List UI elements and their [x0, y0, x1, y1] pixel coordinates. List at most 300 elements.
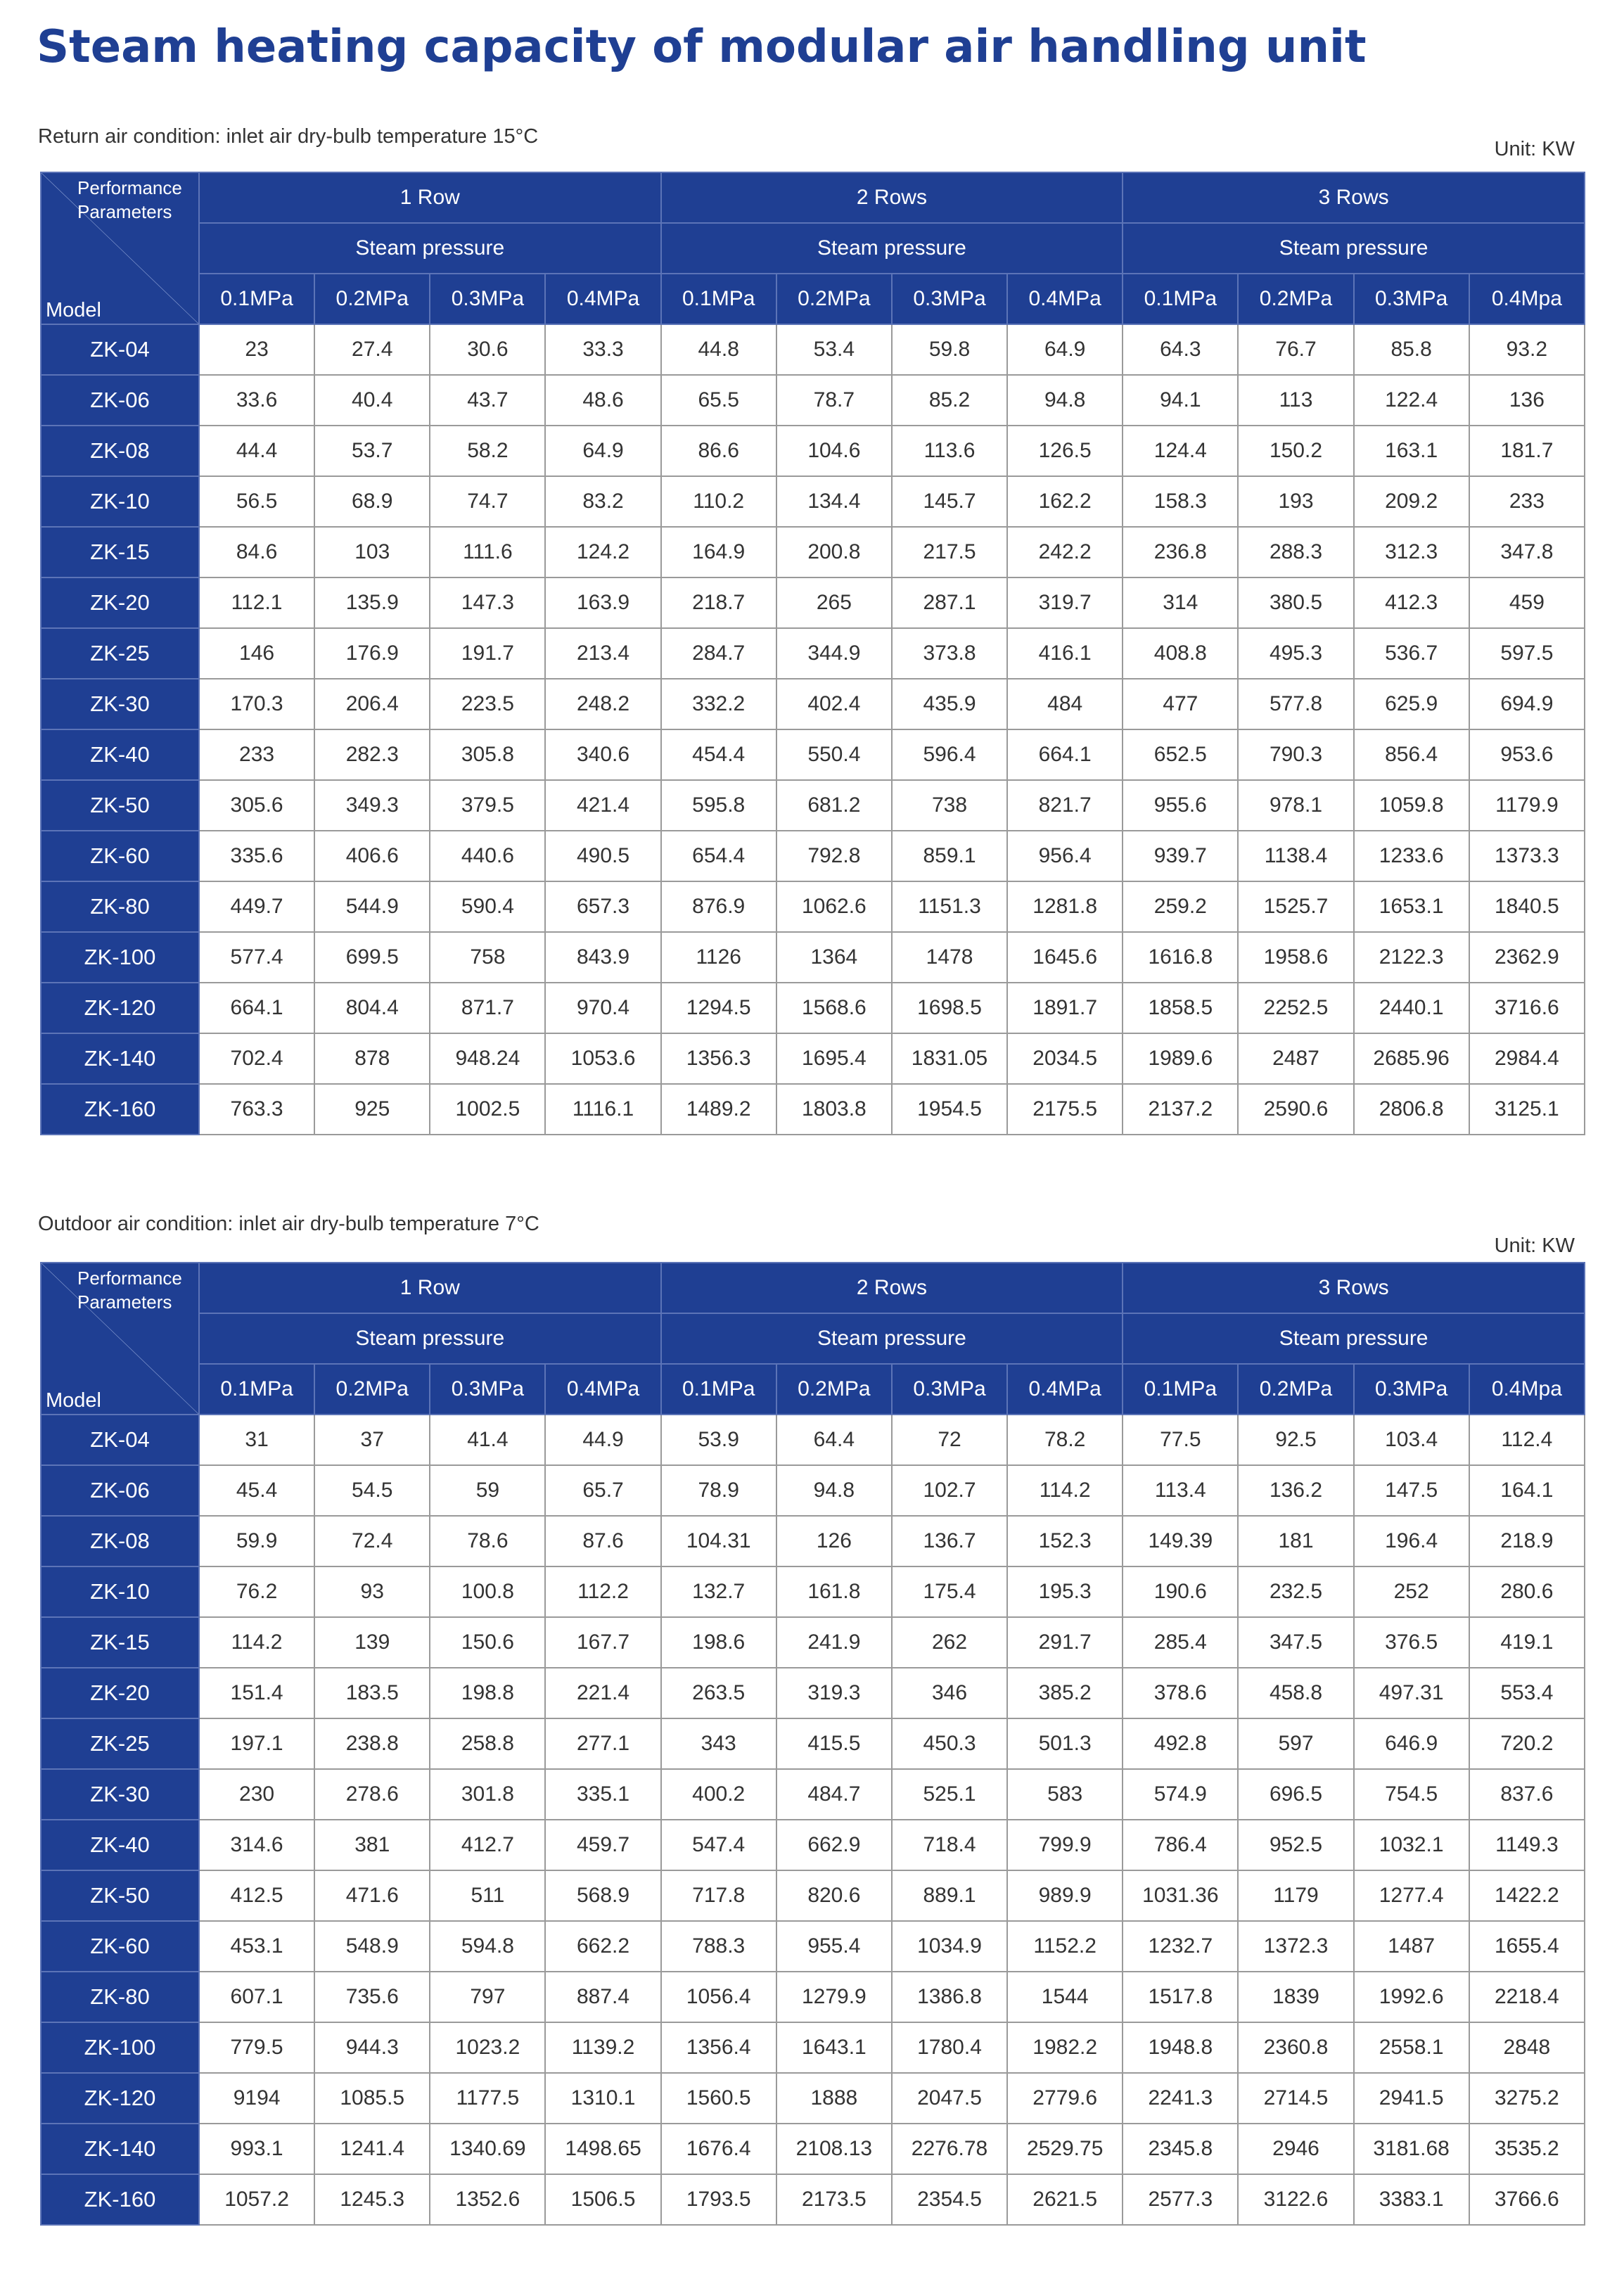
value-cell: 1422.2 [1469, 1870, 1585, 1921]
table-row [41, 729, 1585, 780]
value-cell: 662.9 [776, 1820, 892, 1870]
row-group-header: 3 Rows [1123, 1263, 1585, 1313]
value-cell: 164.1 [1469, 1465, 1585, 1516]
value-cell: 74.7 [430, 476, 545, 527]
value-cell: 3535.2 [1469, 2124, 1585, 2174]
value-cell: 1149.3 [1469, 1820, 1585, 1870]
value-cell: 1279.9 [776, 1972, 892, 2022]
value-cell: 786.4 [1123, 1820, 1238, 1870]
value-cell: 167.7 [545, 1617, 660, 1668]
value-cell: 280.6 [1469, 1566, 1585, 1617]
value-cell: 64.4 [776, 1415, 892, 1465]
value-cell: 132.7 [661, 1566, 776, 1617]
value-cell: 233 [199, 729, 314, 780]
value-cell: 72.4 [314, 1516, 430, 1566]
value-cell: 150.6 [430, 1617, 545, 1668]
value-cell: 625.9 [1354, 679, 1469, 729]
value-cell: 646.9 [1354, 1718, 1469, 1769]
value-cell: 1151.3 [892, 881, 1007, 932]
capacity-table-outdoor-air [40, 1262, 1585, 2226]
value-cell: 1948.8 [1123, 2022, 1238, 2073]
pressure-header: 0.1MPa [661, 1364, 776, 1415]
table-row [41, 1769, 1585, 1820]
value-cell: 126.5 [1007, 426, 1123, 476]
pressure-header: 0.2MPa [314, 274, 430, 324]
value-cell: 198.6 [661, 1617, 776, 1668]
value-cell: 956.4 [1007, 831, 1123, 881]
model-cell: ZK-50 [41, 1870, 199, 1921]
value-cell: 113 [1238, 375, 1353, 426]
value-cell: 312.3 [1354, 527, 1469, 577]
value-cell: 453.1 [199, 1921, 314, 1972]
value-cell: 78.7 [776, 375, 892, 426]
table-1-unit: Unit: KW [1494, 138, 1575, 160]
value-cell: 27.4 [314, 324, 430, 375]
value-cell: 837.6 [1469, 1769, 1585, 1820]
value-cell: 65.5 [661, 375, 776, 426]
value-cell: 332.2 [661, 679, 776, 729]
value-cell: 181 [1238, 1516, 1353, 1566]
steam-pressure-header: Steam pressure [661, 1313, 1123, 1364]
value-cell: 68.9 [314, 476, 430, 527]
table-row [41, 426, 1585, 476]
value-cell: 449.7 [199, 881, 314, 932]
value-cell: 1310.1 [545, 2073, 660, 2124]
value-cell: 2984.4 [1469, 1033, 1585, 1084]
value-cell: 1840.5 [1469, 881, 1585, 932]
value-cell: 2806.8 [1354, 1084, 1469, 1135]
pressure-header: 0.4MPa [545, 1364, 660, 1415]
model-cell: ZK-100 [41, 932, 199, 983]
value-cell: 196.4 [1354, 1516, 1469, 1566]
pressure-header: 0.2MPa [314, 1364, 430, 1415]
value-cell: 804.4 [314, 983, 430, 1033]
value-cell: 1373.3 [1469, 831, 1585, 881]
table-row [41, 2022, 1585, 2073]
value-cell: 278.6 [314, 1769, 430, 1820]
model-cell: ZK-15 [41, 527, 199, 577]
value-cell: 163.9 [545, 577, 660, 628]
value-cell: 3181.68 [1354, 2124, 1469, 2174]
value-cell: 126 [776, 1516, 892, 1566]
value-cell: 717.8 [661, 1870, 776, 1921]
value-cell: 797 [430, 1972, 545, 2022]
value-cell: 1057.2 [199, 2174, 314, 2225]
pressure-header: 0.3MPa [892, 274, 1007, 324]
table-row [41, 679, 1585, 729]
value-cell: 45.4 [199, 1465, 314, 1516]
value-cell: 1891.7 [1007, 983, 1123, 1033]
value-cell: 681.2 [776, 780, 892, 831]
pressure-header: 0.1MPa [661, 274, 776, 324]
value-cell: 699.5 [314, 932, 430, 983]
value-cell: 190.6 [1123, 1566, 1238, 1617]
value-cell: 262 [892, 1617, 1007, 1668]
table-row [41, 324, 1585, 375]
value-cell: 511 [430, 1870, 545, 1921]
model-cell: ZK-10 [41, 1566, 199, 1617]
value-cell: 1676.4 [661, 2124, 776, 2174]
table-row [41, 932, 1585, 983]
value-cell: 2590.6 [1238, 1084, 1353, 1135]
value-cell: 344.9 [776, 628, 892, 679]
value-cell: 136.7 [892, 1516, 1007, 1566]
value-cell: 41.4 [430, 1415, 545, 1465]
value-cell: 59 [430, 1465, 545, 1516]
value-cell: 136 [1469, 375, 1585, 426]
value-cell: 779.5 [199, 2022, 314, 2073]
value-cell: 492.8 [1123, 1718, 1238, 1769]
value-cell: 597 [1238, 1718, 1353, 1769]
model-cell: ZK-20 [41, 1668, 199, 1718]
table-1-condition: Return air condition: inlet air dry-bulb temperature 15°C [38, 125, 539, 148]
model-cell: ZK-80 [41, 1972, 199, 2022]
value-cell: 319.3 [776, 1668, 892, 1718]
value-cell: 1241.4 [314, 2124, 430, 2174]
model-cell: ZK-10 [41, 476, 199, 527]
value-cell: 77.5 [1123, 1415, 1238, 1465]
table-row [41, 1084, 1585, 1135]
value-cell: 139 [314, 1617, 430, 1668]
value-cell: 2946 [1238, 2124, 1353, 2174]
value-cell: 2354.5 [892, 2174, 1007, 2225]
value-cell: 568.9 [545, 1870, 660, 1921]
value-cell: 285.4 [1123, 1617, 1238, 1668]
value-cell: 477 [1123, 679, 1238, 729]
value-cell: 3125.1 [1469, 1084, 1585, 1135]
value-cell: 843.9 [545, 932, 660, 983]
value-cell: 314.6 [199, 1820, 314, 1870]
value-cell: 48.6 [545, 375, 660, 426]
value-cell: 1031.36 [1123, 1870, 1238, 1921]
value-cell: 2108.13 [776, 2124, 892, 2174]
value-cell: 2034.5 [1007, 1033, 1123, 1084]
value-cell: 1056.4 [661, 1972, 776, 2022]
value-cell: 163.1 [1354, 426, 1469, 476]
value-cell: 1568.6 [776, 983, 892, 1033]
value-cell: 2779.6 [1007, 2073, 1123, 2124]
model-cell: ZK-06 [41, 375, 199, 426]
value-cell: 1487 [1354, 1921, 1469, 1972]
value-cell: 193 [1238, 476, 1353, 527]
value-cell: 459 [1469, 577, 1585, 628]
value-cell: 287.1 [892, 577, 1007, 628]
value-cell: 1544 [1007, 1972, 1123, 2022]
value-cell: 259.2 [1123, 881, 1238, 932]
value-cell: 1233.6 [1354, 831, 1469, 881]
value-cell: 340.6 [545, 729, 660, 780]
value-cell: 3275.2 [1469, 2073, 1585, 2124]
value-cell: 597.5 [1469, 628, 1585, 679]
value-cell: 1356.3 [661, 1033, 776, 1084]
value-cell: 2621.5 [1007, 2174, 1123, 2225]
value-cell: 76.7 [1238, 324, 1353, 375]
value-cell: 652.5 [1123, 729, 1238, 780]
value-cell: 59.9 [199, 1516, 314, 1566]
value-cell: 2047.5 [892, 2073, 1007, 2124]
value-cell: 402.4 [776, 679, 892, 729]
table-row [41, 1820, 1585, 1870]
value-cell: 124.4 [1123, 426, 1238, 476]
table-row [41, 375, 1585, 426]
value-cell: 135.9 [314, 577, 430, 628]
value-cell: 702.4 [199, 1033, 314, 1084]
model-cell: ZK-100 [41, 2022, 199, 2073]
value-cell: 2941.5 [1354, 2073, 1469, 2124]
value-cell: 2487 [1238, 1033, 1353, 1084]
row-group-header: 3 Rows [1123, 172, 1585, 223]
table-row [41, 2073, 1585, 2124]
value-cell: 416.1 [1007, 628, 1123, 679]
value-cell: 657.3 [545, 881, 660, 932]
value-cell: 305.6 [199, 780, 314, 831]
value-cell: 1179 [1238, 1870, 1353, 1921]
value-cell: 1616.8 [1123, 932, 1238, 983]
value-cell: 2440.1 [1354, 983, 1469, 1033]
model-cell: ZK-08 [41, 1516, 199, 1566]
value-cell: 94.8 [1007, 375, 1123, 426]
value-cell: 1034.9 [892, 1921, 1007, 1972]
value-cell: 594.8 [430, 1921, 545, 1972]
value-cell: 435.9 [892, 679, 1007, 729]
value-cell: 248.2 [545, 679, 660, 729]
value-cell: 400.2 [661, 1769, 776, 1820]
value-cell: 53.4 [776, 324, 892, 375]
value-cell: 1954.5 [892, 1084, 1007, 1135]
value-cell: 1126 [661, 932, 776, 983]
value-cell: 583 [1007, 1769, 1123, 1820]
value-cell: 820.6 [776, 1870, 892, 1921]
model-cell: ZK-06 [41, 1465, 199, 1516]
value-cell: 925 [314, 1084, 430, 1135]
value-cell: 412.3 [1354, 577, 1469, 628]
value-cell: 1152.2 [1007, 1921, 1123, 1972]
value-cell: 2276.78 [892, 2124, 1007, 2174]
value-cell: 1831.05 [892, 1033, 1007, 1084]
value-cell: 1780.4 [892, 2022, 1007, 2073]
value-cell: 1232.7 [1123, 1921, 1238, 1972]
pressure-header: 0.1MPa [199, 274, 314, 324]
table-2-condition: Outdoor air condition: inlet air dry-bulb temperature 7°C [38, 1213, 539, 1235]
value-cell: 1372.3 [1238, 1921, 1353, 1972]
value-cell: 284.7 [661, 628, 776, 679]
value-cell: 3716.6 [1469, 983, 1585, 1033]
value-cell: 876.9 [661, 881, 776, 932]
value-cell: 1560.5 [661, 2073, 776, 2124]
value-cell: 1352.6 [430, 2174, 545, 2225]
value-cell: 1032.1 [1354, 1820, 1469, 1870]
value-cell: 85.2 [892, 375, 1007, 426]
value-cell: 978.1 [1238, 780, 1353, 831]
value-cell: 2362.9 [1469, 932, 1585, 983]
value-cell: 232.5 [1238, 1566, 1353, 1617]
pressure-header: 0.2MPa [1238, 1364, 1353, 1415]
value-cell: 164.9 [661, 527, 776, 577]
value-cell: 3122.6 [1238, 2174, 1353, 2225]
value-cell: 2577.3 [1123, 2174, 1238, 2225]
model-cell: ZK-120 [41, 983, 199, 1033]
steam-pressure-header: Steam pressure [199, 1313, 661, 1364]
value-cell: 1356.4 [661, 2022, 776, 2073]
model-cell: ZK-160 [41, 1084, 199, 1135]
pressure-header: 0.4MPa [545, 274, 660, 324]
table-row [41, 1668, 1585, 1718]
value-cell: 2175.5 [1007, 1084, 1123, 1135]
value-cell: 2241.3 [1123, 2073, 1238, 2124]
value-cell: 1281.8 [1007, 881, 1123, 932]
row-group-header: 1 Row [199, 1263, 661, 1313]
value-cell: 944.3 [314, 2022, 430, 2073]
value-cell: 440.6 [430, 831, 545, 881]
value-cell: 955.4 [776, 1921, 892, 1972]
steam-pressure-header: Steam pressure [1123, 223, 1585, 274]
value-cell: 175.4 [892, 1566, 1007, 1617]
model-cell: ZK-15 [41, 1617, 199, 1668]
pressure-header: 0.3MPa [1354, 274, 1469, 324]
value-cell: 161.8 [776, 1566, 892, 1617]
header-row-pressures [41, 274, 1585, 324]
value-cell: 78.2 [1007, 1415, 1123, 1465]
model-cell: ZK-40 [41, 1820, 199, 1870]
value-cell: 335.6 [199, 831, 314, 881]
value-cell: 23 [199, 324, 314, 375]
value-cell: 64.3 [1123, 324, 1238, 375]
value-cell: 379.5 [430, 780, 545, 831]
value-cell: 953.6 [1469, 729, 1585, 780]
value-cell: 78.9 [661, 1465, 776, 1516]
value-cell: 191.7 [430, 628, 545, 679]
value-cell: 200.8 [776, 527, 892, 577]
value-cell: 495.3 [1238, 628, 1353, 679]
value-cell: 2558.1 [1354, 2022, 1469, 2073]
value-cell: 664.1 [199, 983, 314, 1033]
value-cell: 1277.4 [1354, 1870, 1469, 1921]
value-cell: 484 [1007, 679, 1123, 729]
value-cell: 454.4 [661, 729, 776, 780]
table-row [41, 1033, 1585, 1084]
value-cell: 3766.6 [1469, 2174, 1585, 2225]
model-cell: ZK-80 [41, 881, 199, 932]
value-cell: 85.8 [1354, 324, 1469, 375]
value-cell: 113.6 [892, 426, 1007, 476]
value-cell: 1643.1 [776, 2022, 892, 2073]
value-cell: 291.7 [1007, 1617, 1123, 1668]
table-row [41, 1870, 1585, 1921]
value-cell: 9194 [199, 2073, 314, 2124]
capacity-table-return-air [40, 172, 1585, 1135]
header-row-groups [41, 1263, 1585, 1313]
value-cell: 788.3 [661, 1921, 776, 1972]
steam-pressure-header: Steam pressure [1123, 1313, 1585, 1364]
value-cell: 86.6 [661, 426, 776, 476]
value-cell: 111.6 [430, 527, 545, 577]
pressure-header: 0.3MPa [1354, 1364, 1469, 1415]
value-cell: 889.1 [892, 1870, 1007, 1921]
value-cell: 170.3 [199, 679, 314, 729]
value-cell: 419.1 [1469, 1617, 1585, 1668]
value-cell: 790.3 [1238, 729, 1353, 780]
value-cell: 2848 [1469, 2022, 1585, 2073]
model-cell: ZK-140 [41, 2124, 199, 2174]
value-cell: 209.2 [1354, 476, 1469, 527]
value-cell: 856.4 [1354, 729, 1469, 780]
table-row [41, 476, 1585, 527]
value-cell: 1116.1 [545, 1084, 660, 1135]
value-cell: 799.9 [1007, 1820, 1123, 1870]
value-cell: 525.1 [892, 1769, 1007, 1820]
value-cell: 241.9 [776, 1617, 892, 1668]
value-cell: 1053.6 [545, 1033, 660, 1084]
value-cell: 1386.8 [892, 1972, 1007, 2022]
value-cell: 590.4 [430, 881, 545, 932]
value-cell: 93 [314, 1566, 430, 1617]
value-cell: 738 [892, 780, 1007, 831]
value-cell: 206.4 [314, 679, 430, 729]
value-cell: 412.7 [430, 1820, 545, 1870]
steam-pressure-header: Steam pressure [661, 223, 1123, 274]
corner-header [41, 172, 199, 324]
pressure-header: 0.1MPa [1123, 274, 1238, 324]
value-cell: 56.5 [199, 476, 314, 527]
value-cell: 33.6 [199, 375, 314, 426]
value-cell: 59.8 [892, 324, 1007, 375]
pressure-header: 0.3MPa [892, 1364, 1007, 1415]
model-cell: ZK-30 [41, 679, 199, 729]
pressure-header: 0.4MPa [1007, 1364, 1123, 1415]
value-cell: 349.3 [314, 780, 430, 831]
value-cell: 113.4 [1123, 1465, 1238, 1516]
value-cell: 162.2 [1007, 476, 1123, 527]
value-cell: 319.7 [1007, 577, 1123, 628]
value-cell: 150.2 [1238, 426, 1353, 476]
value-cell: 1655.4 [1469, 1921, 1585, 1972]
value-cell: 664.1 [1007, 729, 1123, 780]
row-group-header: 2 Rows [661, 1263, 1123, 1313]
header-row-steam [41, 223, 1585, 274]
value-cell: 1982.2 [1007, 2022, 1123, 2073]
pressure-header: 0.2MPa [776, 1364, 892, 1415]
corner-model-label: Model [46, 1389, 101, 1412]
value-cell: 83.2 [545, 476, 660, 527]
value-cell: 124.2 [545, 527, 660, 577]
value-cell: 536.7 [1354, 628, 1469, 679]
table-2-unit: Unit: KW [1494, 1234, 1575, 1257]
value-cell: 381 [314, 1820, 430, 1870]
value-cell: 497.31 [1354, 1668, 1469, 1718]
pressure-header: 0.4MPa [1007, 274, 1123, 324]
value-cell: 94.8 [776, 1465, 892, 1516]
value-cell: 242.2 [1007, 527, 1123, 577]
value-cell: 64.9 [545, 426, 660, 476]
value-cell: 335.1 [545, 1769, 660, 1820]
value-cell: 233 [1469, 476, 1585, 527]
value-cell: 258.8 [430, 1718, 545, 1769]
value-cell: 595.8 [661, 780, 776, 831]
value-cell: 459.7 [545, 1820, 660, 1870]
value-cell: 195.3 [1007, 1566, 1123, 1617]
value-cell: 151.4 [199, 1668, 314, 1718]
value-cell: 114.2 [1007, 1465, 1123, 1516]
value-cell: 2529.75 [1007, 2124, 1123, 2174]
value-cell: 343 [661, 1718, 776, 1769]
pressure-header: 0.3MPa [430, 274, 545, 324]
value-cell: 1989.6 [1123, 1033, 1238, 1084]
value-cell: 181.7 [1469, 426, 1585, 476]
value-cell: 1695.4 [776, 1033, 892, 1084]
value-cell: 43.7 [430, 375, 545, 426]
value-cell: 2345.8 [1123, 2124, 1238, 2174]
value-cell: 87.6 [545, 1516, 660, 1566]
